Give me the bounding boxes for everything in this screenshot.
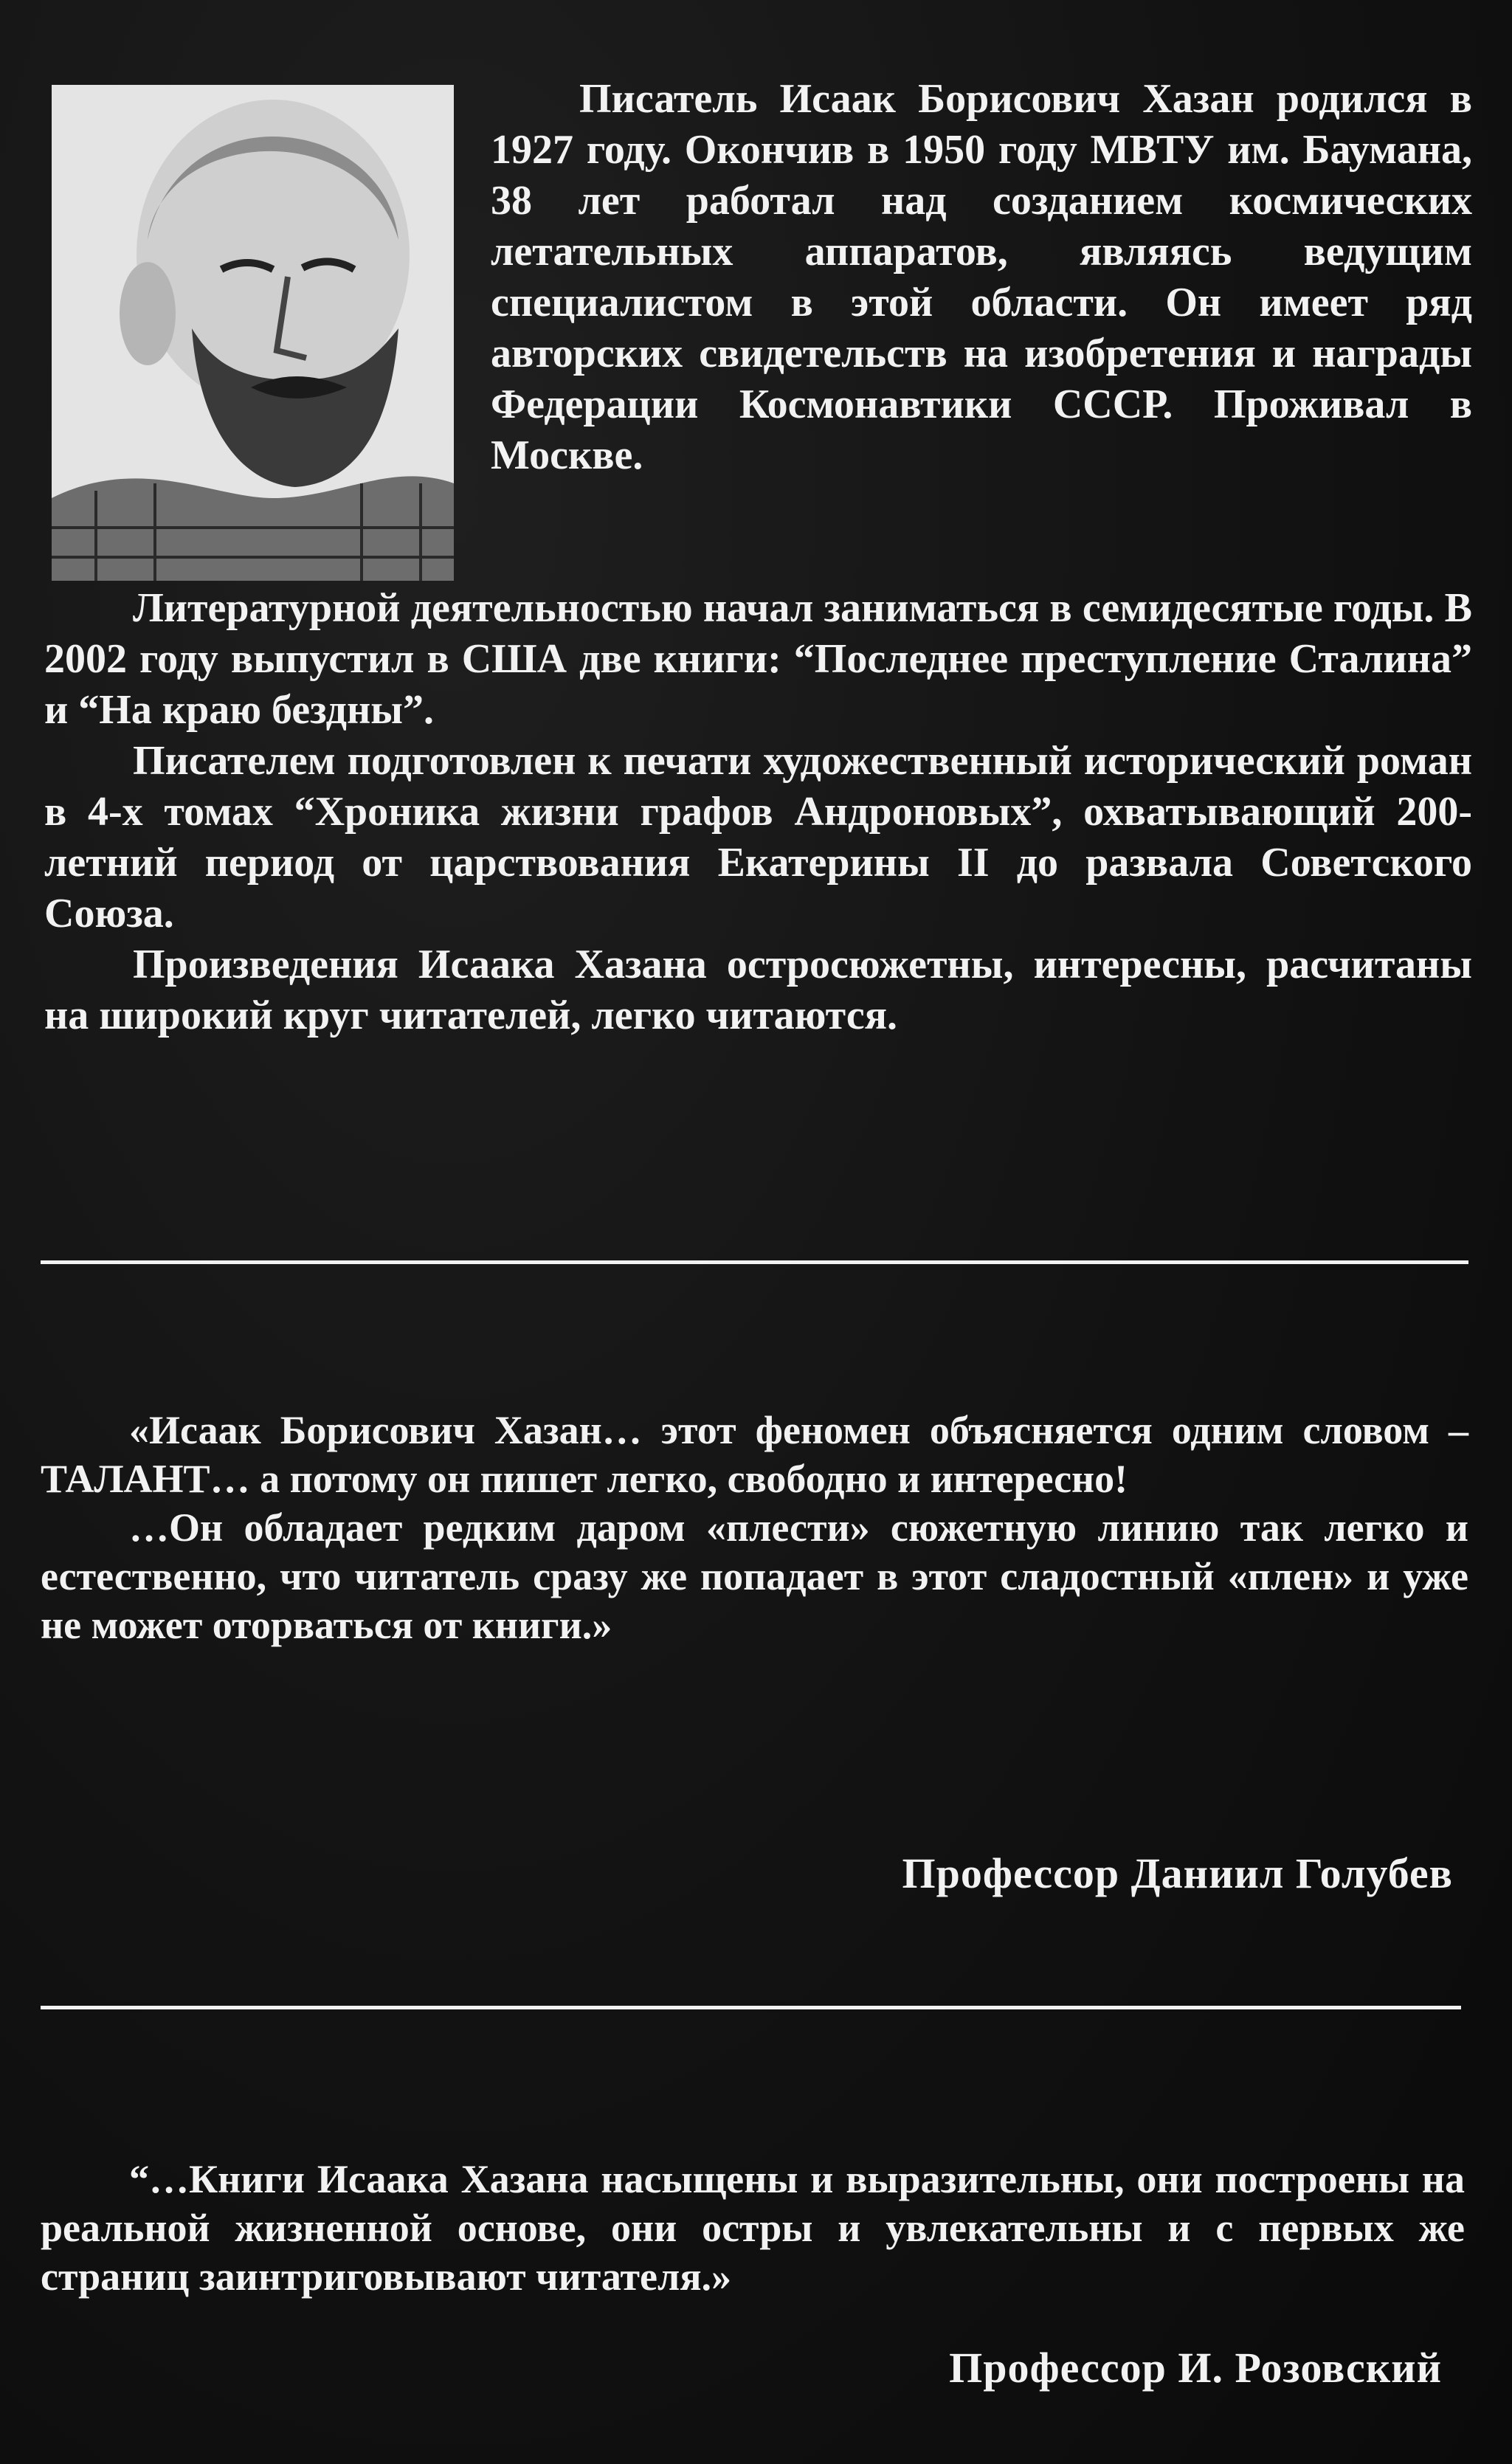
- bio-paragraph-1: Писатель Исаак Борисович Хазан родился в 1927 году. Окончив в 1950 году МВТУ им. Баумана, 38 лет работал над созданием космических летательных аппаратов, являясь ведущим специалистом в этой области. Он имеет ряд авторских свидетельств на изобретения и награды Федерации Космонавтики СССР. Проживал в Москве.: [491, 76, 1472, 478]
- quote1-signature: Профессор Даниил Голубев: [902, 1849, 1453, 1897]
- quote2-paragraph-1: “…Книги Исаака Хазана насыщены и выразительны, они построены на реальной жизненной основе, они остры и увлекательны и с первых же страниц заинтриговывают читателя.»: [41, 2157, 1465, 2299]
- review-quote-rozovsky: [41, 2155, 1465, 2301]
- quote1-paragraph-2: …Он обладает редким даром «плести» сюжетную линию так легко и естественно, что читатель сразу же попадает в этот сладостный «плен» и уже не может оторваться от книги.»: [41, 1505, 1468, 1647]
- review-quote-golubev: [41, 1406, 1468, 1649]
- divider-2: [41, 2006, 1461, 2009]
- bio-paragraph-3: Писателем подготовлен к печати художественный исторический роман в 4-х томах “Хроника жизни графов Андроновых”, охватывающий 200-летний период от царствования Екатерины II до развала Советского Союза.: [44, 738, 1472, 936]
- divider-1: [41, 1260, 1468, 1264]
- bio-paragraph-2: Литературной деятельностью начал заниматься в семидесятые годы. В 2002 году выпустил в США две книги: “Последнее преступление Сталина” и “На краю бездны”.: [44, 585, 1472, 733]
- author-photo: [52, 85, 454, 581]
- quote2-signature: Профессор И. Розовский: [949, 2344, 1442, 2392]
- portrait-sketch: [52, 85, 454, 581]
- bio-paragraph-4: Произведения Исаака Хазана остросюжетны, интересны, расчитаны на широкий круг читателей, легко читаются.: [44, 942, 1472, 1038]
- bio-first-paragraph: [491, 74, 1472, 481]
- quote1-paragraph-1: «Исаак Борисович Хазан… этот феномен объясняется одним словом – ТАЛАНТ… а потому он пишет легко, свободно и интересно!: [41, 1408, 1468, 1501]
- bio-continued: [44, 583, 1472, 1041]
